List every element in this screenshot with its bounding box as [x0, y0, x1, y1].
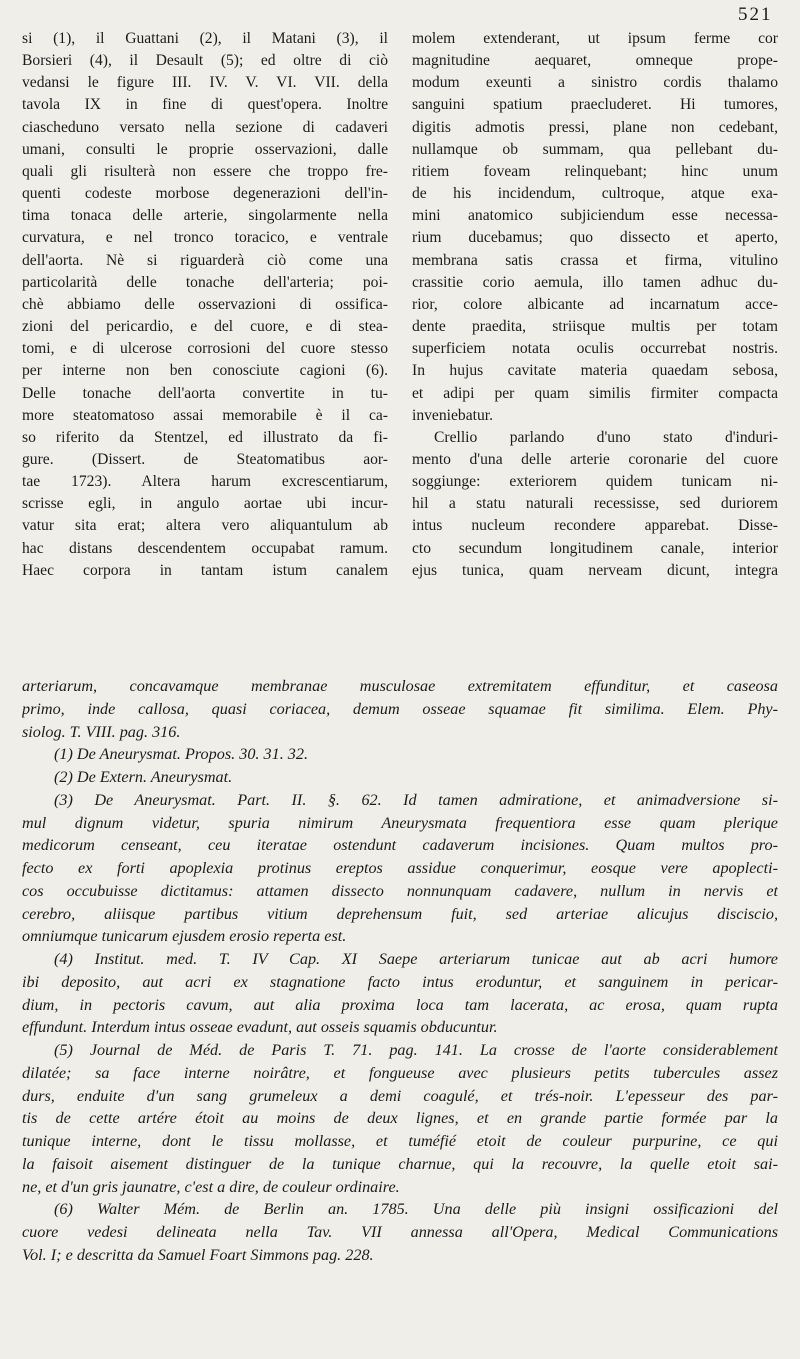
text-line: mento d'una delle arterie coronarie del cuore — [412, 450, 778, 468]
right-column — [412, 28, 778, 582]
footnotes — [22, 675, 778, 1267]
footnote-line: dilatée; sa face interne noirâtre, et fongueuse avec plusieurs petits tubercules assez — [22, 1063, 778, 1082]
text-line: et adipi per quam similis firmiter compacta — [412, 384, 778, 402]
text-line: hac distans descendentem occupabat ramum. — [22, 539, 388, 557]
text-line: tavola IX in fine di quest'opera. Inoltre — [22, 96, 388, 114]
footnote-line: primo, inde callosa, quasi coriacea, demum osseae squamae fit similima. Elem. Phy- — [22, 699, 778, 718]
footnote-line: mul dignum videtur, spuria nimirum Aneurysmata frequentiora esse quam plerique — [22, 813, 778, 832]
footnote-line: arteriarum, concavamque membranae musculosae extremitatem effunditur, et caseosa — [22, 677, 778, 695]
text-line: de his incidendum, cultroque, atque exa- — [412, 185, 778, 203]
text-line: ciascheduno versato nella sezione di cadaveri — [22, 118, 388, 136]
footnote-line: dium, in pectoris cavum, aut alia proxima loca tam lacerata, ac erosa, quam rupta — [22, 995, 778, 1014]
footnote-line: ne, et d'un gris jaunatre, c'est a dire, de couleur ordinaire. — [22, 1177, 400, 1196]
page-number: 521 — [738, 4, 773, 25]
text-line: modum exeunti a sinistro cordis thalamo — [412, 74, 778, 92]
text-line: magnitudine aequaret, omneque prope- — [412, 52, 778, 70]
footnote-2: (2) De Extern. Aneurysmat. — [54, 768, 233, 786]
footnote-line: fecto ex forti apoplexia protinus ereptos assidue conquerimur, eosque vere apoplecti- — [22, 859, 778, 877]
footnote-line: omniumque tunicarum ejusdem erosio reperta est. — [22, 927, 347, 946]
text-line: crassitie corio aemula, illo tamen adhuc du- — [412, 273, 778, 291]
footnote-line: cos occubuisse dictitamus: attamen dissecto nonnunquam cadavere, nullum in nervis et — [22, 881, 778, 900]
footnote-line: Vol. I; e descritta da Samuel Foart Simmons pag. 228. — [22, 1245, 374, 1264]
text-line: soggiunge: exteriorem quidem tunicam ni- — [412, 473, 778, 491]
footnote-line: tunique interne, dont le tissu mollasse, et tuméfié etoit de couleur purpurine, ce qui — [22, 1132, 778, 1150]
text-line: ritiem foveam relinquebant; hinc unum — [412, 162, 778, 180]
text-line: digitis admotis pressi, plane non cedebant, — [412, 118, 778, 136]
text-line: molem extenderant, ut ipsum ferme cor — [412, 30, 778, 47]
footnote-line: siolog. T. VIII. pag. 316. — [22, 722, 181, 741]
text-line: tomi, e di ulcerose corrosioni del cuore stesso — [22, 340, 388, 358]
text-line: particolarità delle tonache dell'arteria; poi- — [22, 273, 388, 291]
text-line: tima tonaca delle arterie, singolarmente nella — [22, 207, 388, 225]
text-line: Haec corpora in tantam istum canalem — [22, 561, 388, 579]
text-line: rium ducebamus; quo dissecto et aperto, — [412, 229, 778, 247]
text-line: scrisse egli, in angulo aortae ubi incur- — [22, 495, 388, 513]
text-line: ejus tunica, quam nerveam dicunt, integra — [412, 561, 778, 579]
text-line: dente praedita, striisque multis per totam — [412, 318, 778, 336]
footnote-6: (6) Walter Mém. de Berlin an. 1785. Una delle più insigni ossificazioni del — [54, 1200, 778, 1219]
text-line: cto secundum longitudinem canale, interior — [412, 539, 778, 557]
footnote-line: cerebro, aliisque partibus vitium deprehensum fuit, sed arteriae alicujus disciscio, — [22, 904, 778, 923]
text-line: Delle tonache dell'aorta convertite in tu- — [22, 384, 388, 402]
footnote-line: ibi deposito, aut acri ex stagnatione facto intus eroduntur, et sanguinem in pericar- — [22, 972, 778, 991]
footnote-4: (4) Institut. med. T. IV Cap. XI Saepe arteriarum tunicae aut ab acri humore — [54, 950, 778, 968]
left-column — [22, 28, 388, 582]
text-line: si (1), il Guattani (2), il Matani (3), il — [22, 30, 388, 47]
footnote-line: durs, enduite d'un sang grumeleux a demi coagulé, et trés-noir. L'epesseur des par- — [22, 1086, 778, 1105]
footnote-line: la faisoit aisement distinguer de la tunique charnue, qui la recouvre, la quelle etoit sai- — [22, 1154, 778, 1173]
text-line: curvatura, e nel tronco toracico, e ventrale — [22, 229, 388, 247]
text-line: per interne non ben conosciute cagioni (6). — [22, 362, 388, 380]
text-line: more steatomatoso assai memorabile è il ca- — [22, 406, 388, 424]
text-line: quali gli risulterà non essere che troppo fre- — [22, 162, 388, 180]
footnote-5: (5) Journal de Méd. de Paris T. 71. pag. 141. La crosse de l'aorte considerablement — [54, 1041, 778, 1059]
text-line: vedansi le figure III. IV. V. VI. VII. della — [22, 74, 388, 92]
text-line: membrana satis crassa et firma, vitulino — [412, 251, 778, 269]
footnote-line: effundunt. Interdum intus osseae evadunt, aut osseis squamis obducuntur. — [22, 1018, 498, 1037]
text-line: chè abbiamo delle osservazioni di ossifica- — [22, 295, 388, 313]
text-line: sanguini spatium praecluderet. Hi tumores, — [412, 96, 778, 114]
text-line: In hujus cavitate materia quaedam sebosa, — [412, 362, 778, 380]
text-line: superficiem notata oculis occurrebat nostris. — [412, 340, 778, 358]
footnote-line: cuore vedesi delineata nella Tav. VII annessa all'Opera, Medical Communications — [22, 1223, 778, 1241]
footnote-line: tis de cette artére étoit au moins de deux lignes, et en grande partie formée par la — [22, 1109, 778, 1128]
footnote-3: (3) De Aneurysmat. Part. II. §. 62. Id tamen admiratione, et animadversione si- — [54, 790, 778, 809]
text-line: vatur sita erat; altera vero aliquantulum ab — [22, 517, 388, 535]
footnote-1: (1) De Aneurysmat. Propos. 30. 31. 32. — [54, 745, 309, 764]
text-line: dell'aorta. Nè si riguarderà ciò come una — [22, 251, 388, 269]
text-line: so riferito da Stentzel, ed illustrato da fi- — [22, 428, 388, 446]
text-line: Crellio parlando d'uno stato d'induri- — [434, 428, 778, 446]
text-line: gure. (Dissert. de Steatomatibus aor- — [22, 450, 388, 468]
footnote-line: medicorum censeant, ceu iteratae ostendunt cadaverum incisiones. Quam multos pro- — [22, 836, 778, 855]
text-line: hil a statu naturali recessisse, sed duriorem — [412, 495, 778, 513]
text-line: nullamque ob summam, qua pellebant du- — [412, 140, 778, 158]
text-line: zioni del pericardio, e del cuore, e di stea- — [22, 318, 388, 336]
text-line: umani, consulti le proprie osservazioni, dalle — [22, 140, 388, 158]
text-line: quenti codeste morbose degenerazioni dell'in- — [22, 185, 388, 203]
text-line: intus nucleum recondere apparebat. Disse- — [412, 517, 778, 535]
text-line: tae 1723). Altera harum excrescentiarum, — [22, 473, 388, 491]
text-line: mini anatomico subjiciendum esse necessa- — [412, 207, 778, 225]
text-line: inveniebatur. — [412, 406, 493, 424]
text-line: Borsieri (4), il Desault (5); ed oltre di ciò — [22, 52, 388, 70]
text-line: rior, colore albicante ad incarnatum acce- — [412, 295, 778, 313]
